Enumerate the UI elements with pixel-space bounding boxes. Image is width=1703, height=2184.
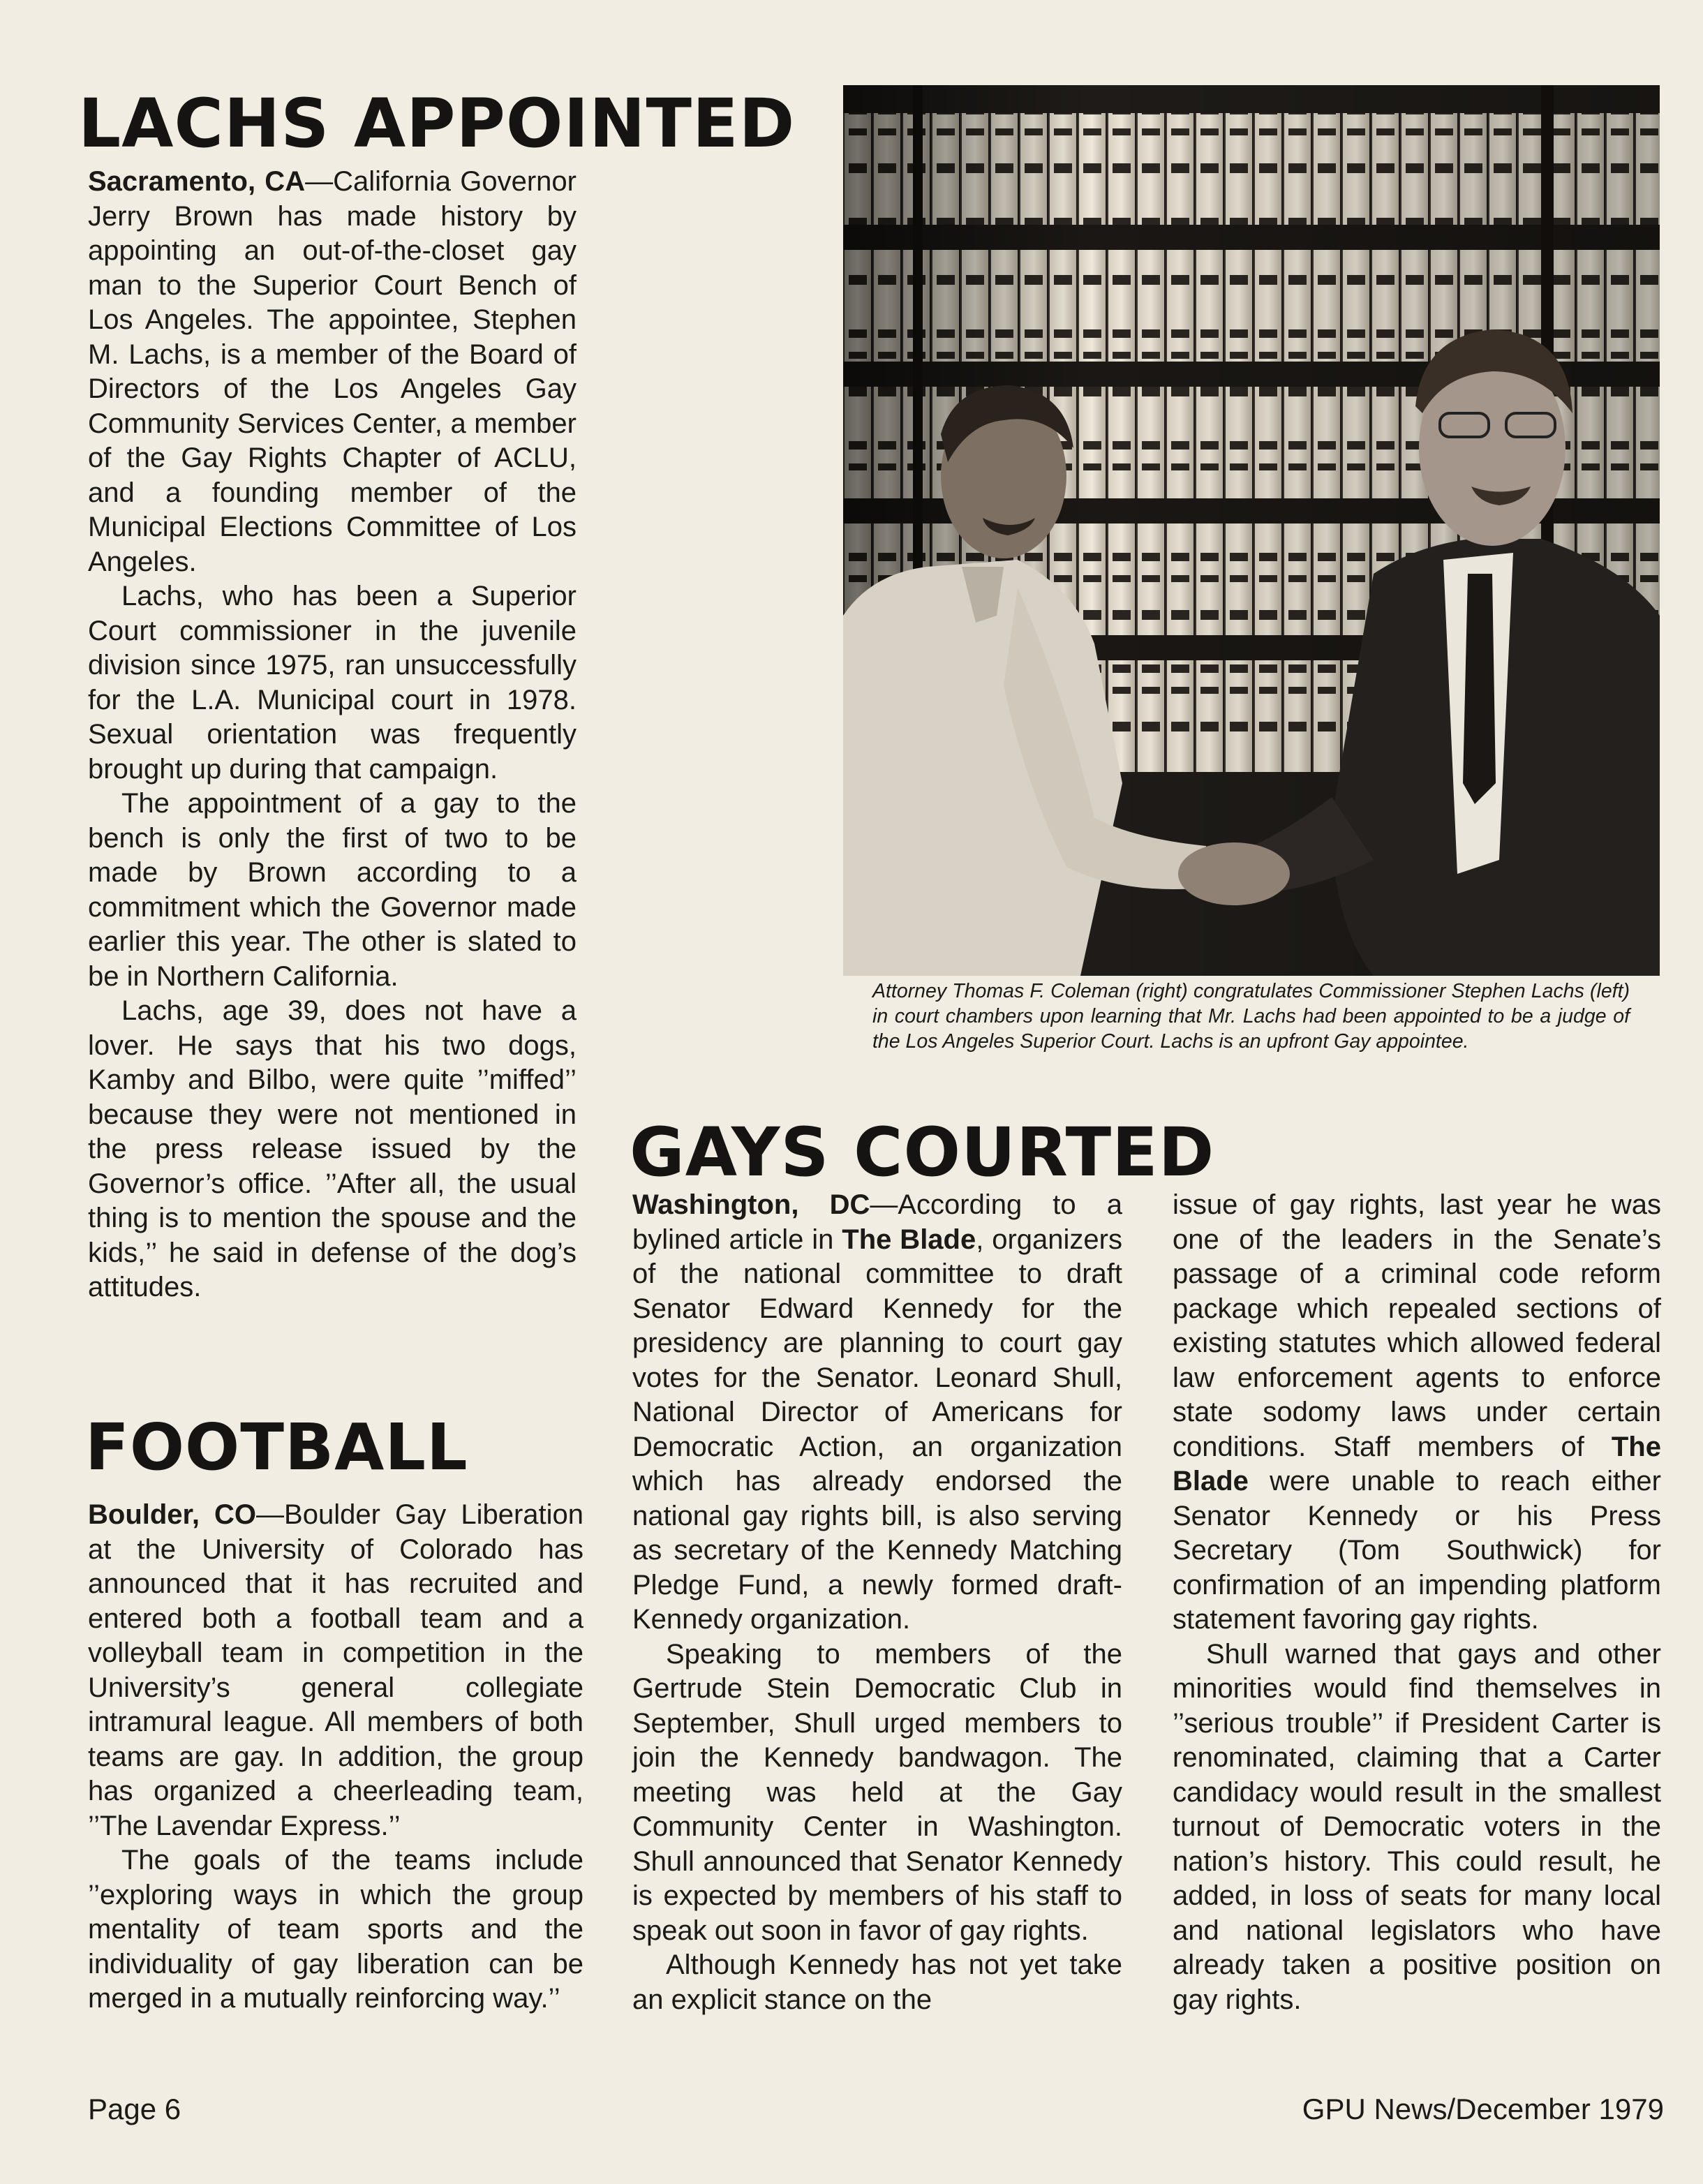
photo-caption: Attorney Thomas F. Coleman (right) congratulates Commissioner Stephen Lachs (left) in court chambers upon learning that Mr. Lachs had been appointed to be a judge of the Los Angeles Superior Court. Lachs is an upfront Gay appointee. bbox=[872, 980, 1630, 1053]
the-blade-reference-1: The Blade bbox=[842, 1224, 976, 1255]
dateline-washington: Washington, DC bbox=[632, 1189, 870, 1220]
article-lachs-paragraph-4: Lachs, age 39, does not have a lover. He says that his two dogs, Kamby and Bilbo, were quite ’’miffed’’ because they were not mentioned in the press release issued by the Governor’s office. ’’After all, the usual thing is to mention the spouse and the kids,’’ he said in defense of the dog’s attitudes. bbox=[88, 995, 577, 1302]
headline-football: FOOTBALL bbox=[85, 1410, 468, 1485]
article-lachs-paragraph-1-text: —California Governor Jerry Brown has made history by appointing an out-of-the-closet gay man to the Superior Court Bench of Los Angeles. The appointee, Stephen M. Lachs, is a member of the Board of Directors of the Los Angeles Gay Community Services Center, a member of the Gay Rights Chapter of ACLU, and a founding member of the Municipal Elections Committee of Los Angeles. bbox=[88, 166, 577, 577]
article-gays-courted-paragraph-1-text-a: —According to a bylined article in bbox=[632, 1189, 1122, 1255]
article-football-paragraph-2: The goals of the teams include ’’exploring ways in which the group mentality of team sports and the individuality of gay liberation can be merged in a mutually reinforcing way.’’ bbox=[88, 1845, 583, 2014]
article-gays-courted-paragraph-2: Speaking to members of the Gertrude Stein Democratic Club in September, Shull urged members to join the Kennedy bandwagon. The meeting was held at the Gay Community Center in Washington. Shull announced that Senator Kennedy is expected by members of his staff to speak out soon in favor of gay rights. bbox=[632, 1638, 1122, 1946]
article-gays-courted-paragraph-1-text-b: , organizers of the national committee to draft Senator Edward Kennedy for the presidency are planning to court gay votes for the Senator. Leonard Shull, National Director of Americans for Democratic Action, an organization which has already endorsed the national gay rights bill, is also serving as secretary of the Kennedy Matching Pledge Fund, a newly formed draft-Kennedy organization. bbox=[632, 1224, 1123, 1635]
article-gays-courted-paragraph-4 bbox=[1173, 1188, 1661, 1637]
article-gays-courted-paragraph-5: Shull warned that gays and other minorities would find themselves in ’’serious trouble’’ if President Carter is renominated, claiming that a Carter candidacy would result in the smallest turnout of Democratic voters in the nation’s history. This could result, he added, in loss of seats for many local and national legislators who have already taken a positive position on gay rights. bbox=[1173, 1638, 1661, 2015]
article-football-paragraph-1 bbox=[88, 1498, 583, 1843]
the-blade-reference-2: The Blade bbox=[1173, 1431, 1661, 1496]
headline-lachs-appointed: LACHS APPOINTED bbox=[78, 84, 796, 163]
article-lachs-paragraph-2: Lachs, who has been a Superior Court commissioner in the juvenile division since 1975, ran unsuccessfully for the L.A. Municipal court in 1978. Sexual orientation was frequently brought up during that campaign. bbox=[88, 581, 577, 785]
article-lachs-column bbox=[88, 165, 577, 1305]
dateline-boulder: Boulder, CO bbox=[88, 1499, 257, 1530]
publication-footer: GPU News/December 1979 bbox=[1302, 2093, 1664, 2125]
article-gays-courted-column-1 bbox=[632, 1188, 1122, 2017]
article-gays-courted-paragraph-3: Although Kennedy has not yet take an explicit stance on the bbox=[632, 1949, 1122, 2015]
article-lachs-paragraph-3: The appointment of a gay to the bench is only the first of two to be made by Brown according to a commitment which the Governor made earlier this year. The other is slated to be in Northern California. bbox=[88, 788, 577, 992]
article-gays-courted-paragraph-1 bbox=[632, 1188, 1122, 1637]
dateline-sacramento: Sacramento, CA bbox=[88, 166, 306, 197]
article-gays-courted-paragraph-4-text-a: issue of gay rights, last year he was one of the leaders in the Senate’s passage of a criminal code reform package which repealed sections of existing statutes which allowed federal law enforcement agents to enforce state sodomy laws under certain conditions. Staff members of bbox=[1173, 1189, 1661, 1462]
courtroom-handshake-photo bbox=[843, 85, 1660, 976]
photo-illustration bbox=[843, 85, 1660, 976]
article-gays-courted-paragraph-4-text-b: were unable to reach either Senator Kennedy or his Press Secretary (Tom Southwick) for confirmation of an impending platform statement favoring gay rights. bbox=[1173, 1466, 1661, 1635]
article-lachs-paragraph-1 bbox=[88, 165, 577, 579]
headline-gays-courted: GAYS COURTED bbox=[630, 1113, 1215, 1191]
article-gays-courted-column-2 bbox=[1173, 1188, 1661, 2017]
article-football-column bbox=[88, 1498, 583, 2016]
page-number: Page 6 bbox=[88, 2093, 181, 2125]
handshake bbox=[1178, 842, 1290, 905]
article-football-paragraph-1-text: —Boulder Gay Liberation at the University of Colorado has announced that it has recruited and entered both a football team and a volleyball team in competition in the University’s general collegiate intramural league. All members of both teams are gay. In addition, the group has organized a cheerleading team, ’’The Lavendar Express.’’ bbox=[88, 1499, 583, 1841]
